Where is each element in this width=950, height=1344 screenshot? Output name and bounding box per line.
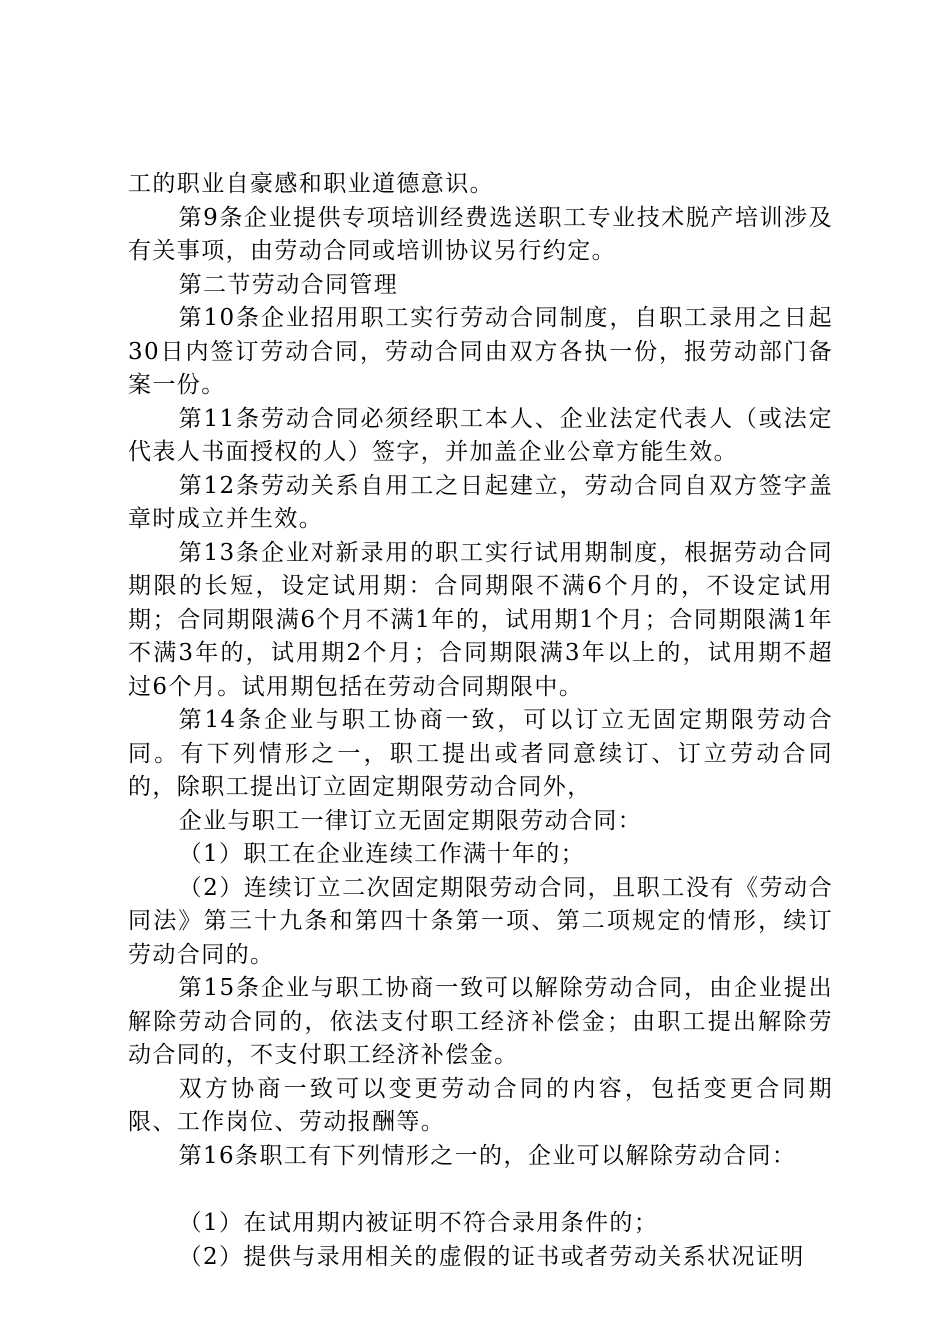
article-16: 第16条职工有下列情形之一的，企业可以解除劳动合同：: [178, 1142, 797, 1169]
list-item: （2）提供与录用相关的虚假的证书或者劳动关系状况证明: [178, 1243, 805, 1270]
article-13: 第13条企业对新录用的职工实行试用期制度，根据劳动合同期限的长短，设定试用期：合同期限不满6个月的，不设定试用期；合同期限满6个月不满1年的，试用期1个月；合同期限满1年不满3年的，试用期2个月；合同期限满3年以上的，试用期不超过6个月。试用期包括在劳动合同期限中。: [128, 539, 833, 700]
article-15: 第15条企业与职工协商一致可以解除劳动合同，由企业提出解除劳动合同的，依法支付职工经济补偿金；由职工提出解除劳动合同的，不支付职工经济补偿金。: [128, 975, 833, 1068]
article-12: 第12条劳动关系自用工之日起建立，劳动合同自双方签字盖章时成立并生效。: [128, 472, 833, 532]
article-14-continued: 企业与职工一律订立无固定期限劳动合同：: [178, 807, 643, 834]
article-10: 第10条企业招用职工实行劳动合同制度，自职工录用之日起30日内签订劳动合同，劳动合同由双方各执一份，报劳动部门备案一份。: [128, 305, 833, 398]
section-heading: 第二节劳动合同管理: [178, 271, 399, 298]
paragraph-gap: [128, 1173, 833, 1207]
article-15-continued: 双方协商一致可以变更劳动合同的内容，包括变更合同期限、工作岗位、劳动报酬等。: [128, 1075, 833, 1135]
list-item: （1）职工在企业连续工作满十年的；: [178, 841, 586, 867]
article-9: 第9条企业提供专项培训经费选送职工专业技术脱产培训涉及有关事项，由劳动合同或培训协议另行约定。: [128, 204, 833, 264]
paragraph-continuation: 工的职业自豪感和职业道德意识。: [128, 171, 494, 197]
article-14: 第14条企业与职工协商一致，可以订立无固定期限劳动合同。有下列情形之一，职工提出或者同意续订、订立劳动合同的，除职工提出订立固定期限劳动合同外，: [128, 707, 833, 800]
document-body: [128, 168, 833, 1274]
list-item: （1）在试用期内被证明不符合录用条件的；: [178, 1210, 659, 1236]
article-11: 第11条劳动合同必须经职工本人、企业法定代表人（或法定代表人书面授权的人）签字，并加盖企业公章方能生效。: [128, 405, 833, 465]
list-item: （2）连续订立二次固定期限劳动合同，且职工没有《劳动合同法》第三十九条和第四十条第一项、第二项规定的情形，续订劳动合同的。: [128, 874, 833, 968]
